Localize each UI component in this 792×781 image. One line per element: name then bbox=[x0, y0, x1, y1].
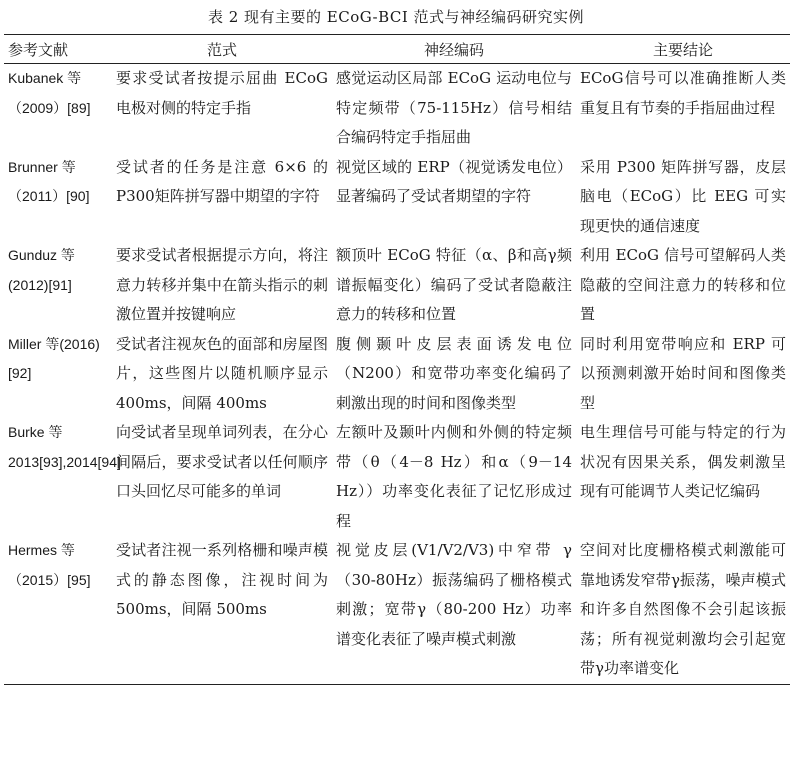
conclusion-cell: 电生理信号可能与特定的行为状况有因果关系，偶发刺激呈现有可能调节人类记忆编码 bbox=[580, 423, 786, 500]
neural-coding-cell: 腹侧颞叶皮层表面诱发电位（N200）和宽带功率变化编码了刺激出现的时间和图像类型 bbox=[336, 334, 572, 412]
neural-coding-cell: 左额叶及颞叶内侧和外侧的特定频带（θ（4－8 Hz）和α（9－14 Hz））功率变化表征了记忆形成过程 bbox=[336, 423, 572, 530]
header-neural-coding: 神经编码 bbox=[332, 35, 576, 64]
reference-cell: Hermes 等（2015）[95] bbox=[4, 536, 112, 684]
reference-cell: Kubanek 等（2009）[89] bbox=[8, 70, 91, 116]
paradigm-cell: 受试者注视一系列格栅和噪声模式的静态图像，注视时间为 500ms，间隔 500ms bbox=[112, 536, 332, 684]
paradigm-cell: 受试者注视灰色的面部和房屋图片，这些图片以随机顺序显示 400ms，间隔 400ms bbox=[116, 334, 328, 412]
conclusion-cell: 利用 ECoG 信号可望解码人类隐蔽的空间注意力的转移和位置 bbox=[580, 246, 786, 323]
reference-cell: Burke 等 2013[93],2014[94] bbox=[8, 424, 121, 470]
conclusion-cell: 采用 P300 矩阵拼写器，皮层脑电（ECoG）比 EEG 可实现更快的通信速度 bbox=[580, 157, 786, 235]
neural-coding-cell: 额顶叶 ECoG 特征（α、β和高γ频谱振幅变化）编码了受试者隐蔽注意力的转移和位置 bbox=[336, 246, 572, 323]
table-row bbox=[4, 418, 790, 536]
conclusion-cell: 空间对比度栅格模式刺激能可靠地诱发窄带γ振荡，噪声模式和许多自然图像不会引起该振荡；所有视觉刺激均会引起宽带γ功率谱变化 bbox=[576, 536, 790, 684]
header-reference: 参考文献 bbox=[4, 35, 112, 64]
paradigm-cell: 向受试者呈现单词列表，在分心间隔后，要求受试者以任何顺序口头回忆尽可能多的单词 bbox=[116, 423, 328, 500]
table-row bbox=[4, 241, 790, 330]
table-row bbox=[4, 64, 790, 153]
table-caption: 表 2 现有主要的 ECoG-BCI 范式与神经编码研究实例 bbox=[207, 8, 585, 26]
paradigm-cell: 要求受试者根据提示方向，将注意力转移并集中在箭头指示的刺激位置并按键响应 bbox=[116, 246, 328, 323]
neural-coding-cell: 感觉运动区局部 ECoG 运动电位与特定频带（75-115Hz）信号相结合编码特定手指屈曲 bbox=[336, 69, 572, 146]
conclusion-cell: ECoG信号可以准确推断人类重复且有节奏的手指屈曲过程 bbox=[580, 69, 786, 117]
header-conclusion: 主要结论 bbox=[576, 35, 790, 64]
paradigm-cell: 要求受试者按提示屈曲 ECoG 电极对侧的特定手指 bbox=[116, 69, 328, 117]
header-row bbox=[4, 35, 790, 64]
neural-coding-cell: 视觉皮层(V1/V2/V3)中窄带 γ（30-80Hz）振荡编码了栅格模式刺激；宽带γ（80-200 Hz）功率谱变化表征了噪声模式刺激 bbox=[332, 536, 576, 684]
reference-cell: Gunduz 等(2012)[91] bbox=[8, 247, 75, 293]
ecog-bci-table bbox=[4, 34, 790, 685]
header-paradigm: 范式 bbox=[112, 35, 332, 64]
table-row bbox=[4, 153, 790, 242]
reference-cell: Miller 等(2016)[92] bbox=[8, 335, 100, 381]
neural-coding-cell: 视觉区域的 ERP（视觉诱发电位）显著编码了受试者期望的字符 bbox=[336, 157, 572, 205]
table-row bbox=[4, 536, 790, 684]
conclusion-cell: 同时利用宽带响应和 ERP 可以预测刺激开始时间和图像类型 bbox=[580, 334, 786, 412]
paradigm-cell: 受试者的任务是注意 6×6 的P300矩阵拼写器中期望的字符 bbox=[116, 157, 328, 205]
table-row bbox=[4, 330, 790, 419]
reference-cell: Brunner 等（2011）[90] bbox=[8, 158, 90, 204]
